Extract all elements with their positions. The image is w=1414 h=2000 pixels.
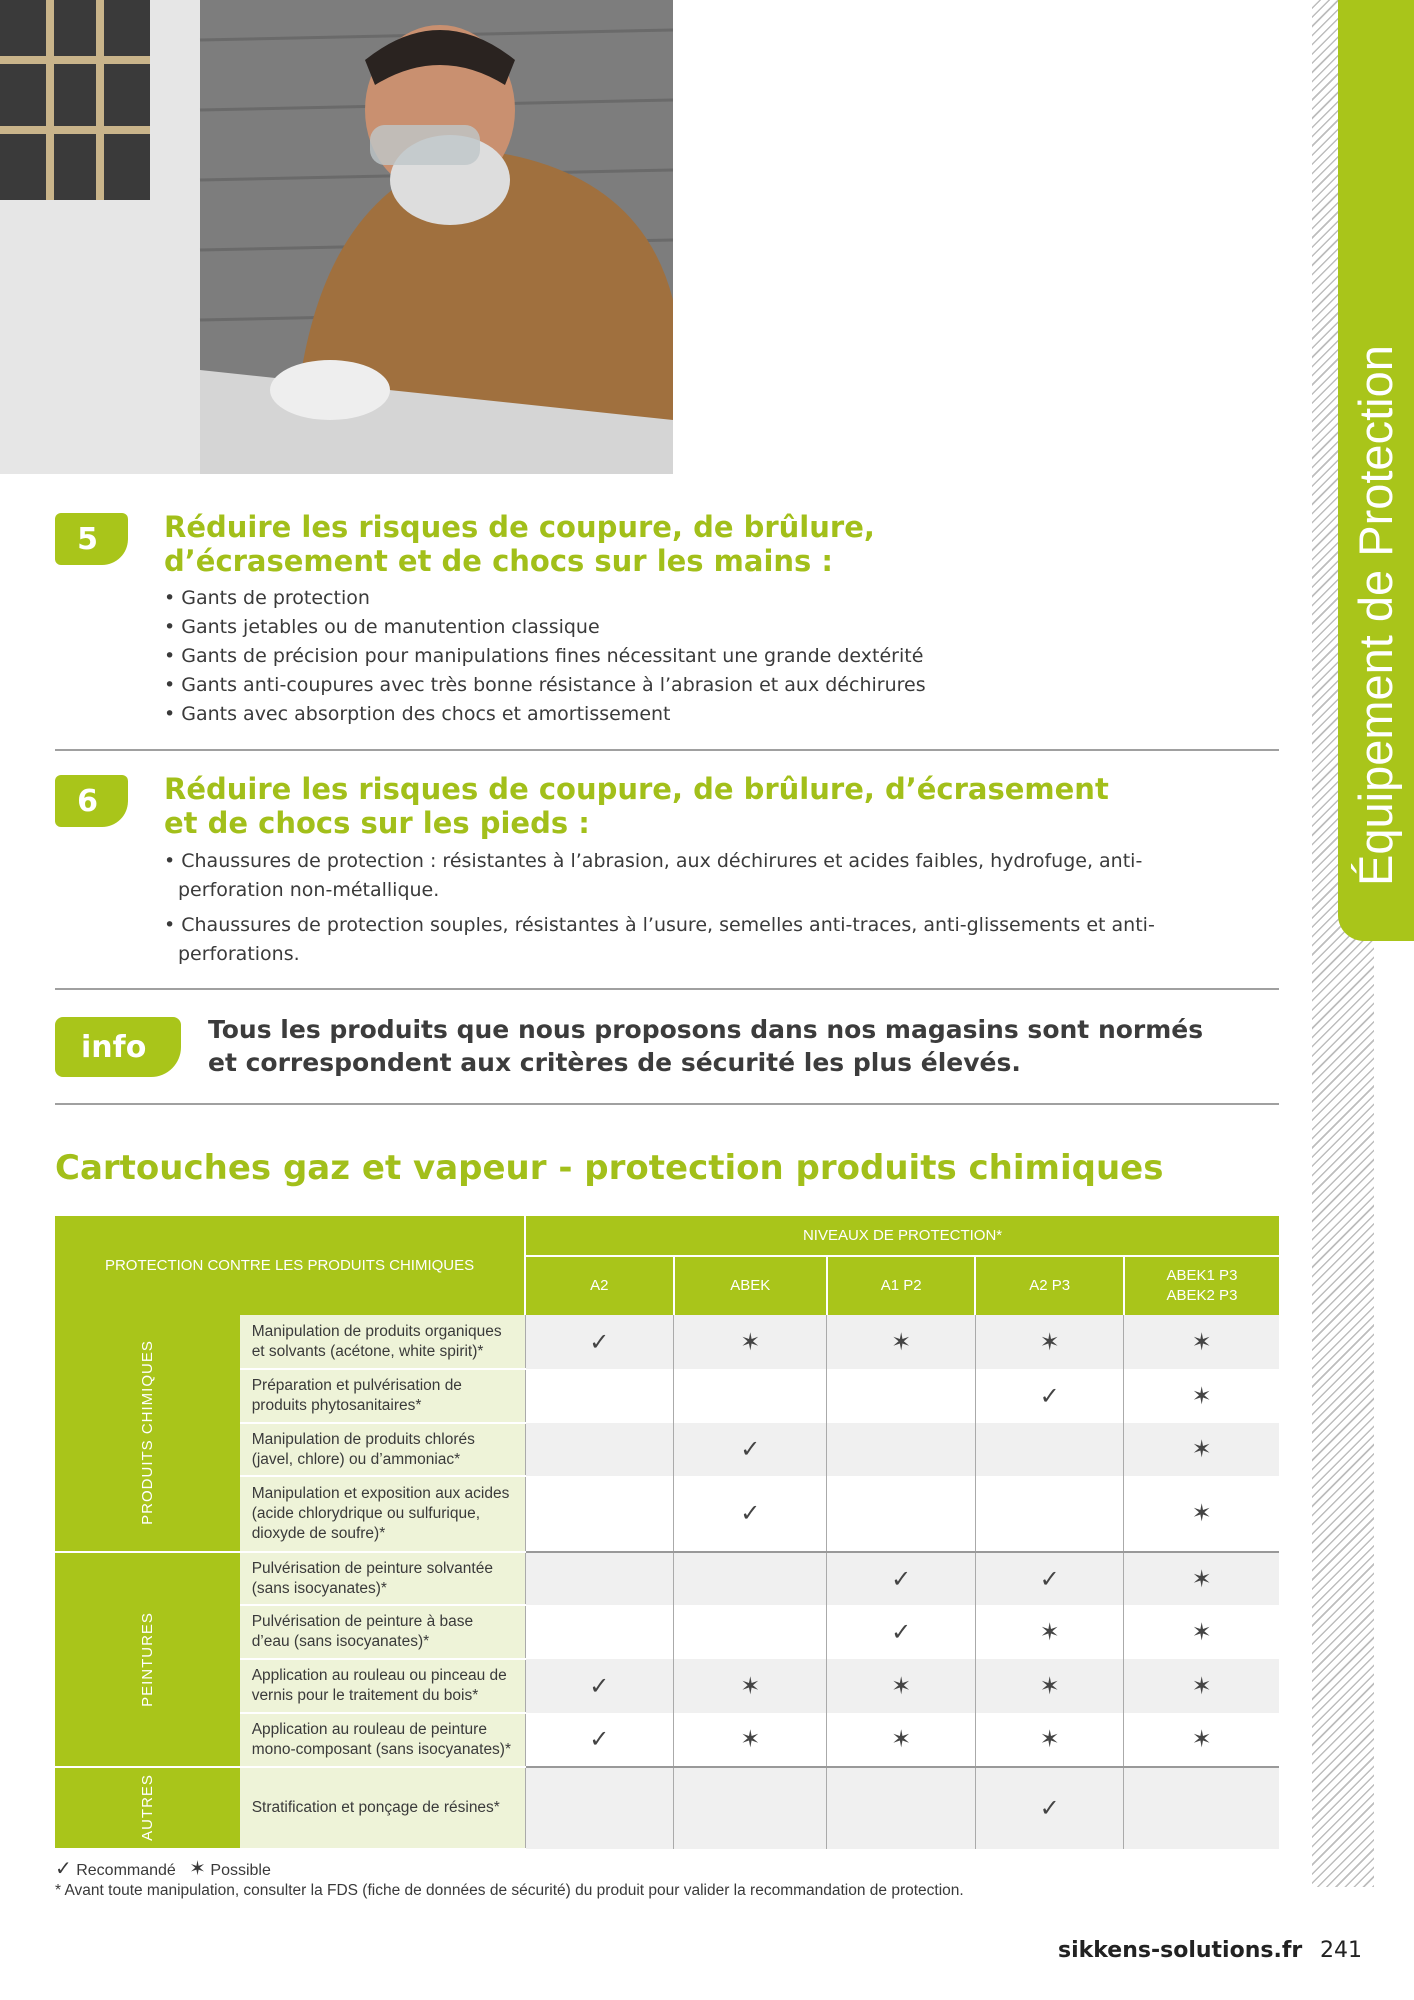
group-label xyxy=(55,1552,240,1767)
list-item: • Gants jetables ou de manutention classique xyxy=(164,613,1264,642)
asterisk-icon: ✶ xyxy=(1124,1659,1279,1713)
section-5-list xyxy=(164,584,1264,729)
empty-cell xyxy=(1124,1767,1279,1849)
row-label: Application au rouleau de peinture mono-composant (sans isocyanates)* xyxy=(240,1713,525,1767)
info-badge: info xyxy=(55,1017,181,1077)
website: sikkens-solutions.fr xyxy=(1058,1938,1303,1963)
asterisk-icon: ✶ xyxy=(1124,1713,1279,1767)
empty-cell xyxy=(525,1552,674,1605)
info-text: Tous les produits que nous proposons dans nos magasins sont normés et correspondent aux critères de sécurité les plus élevés. xyxy=(208,1015,1204,1077)
empty-cell xyxy=(525,1476,674,1552)
check-icon: ✓ xyxy=(975,1767,1124,1849)
asterisk-icon: ✶ xyxy=(827,1713,976,1767)
check-icon: ✓ xyxy=(525,1315,674,1369)
check-icon: ✓ xyxy=(827,1552,976,1605)
column-header: ABEK1 P3 ABEK2 P3 xyxy=(1124,1256,1279,1315)
legend-possible: Possible xyxy=(210,1862,271,1879)
asterisk-icon: ✶ xyxy=(1124,1369,1279,1423)
empty-cell xyxy=(827,1767,976,1849)
check-icon: ✓ xyxy=(674,1423,827,1476)
divider xyxy=(55,1103,1279,1105)
table-row xyxy=(55,1552,1279,1605)
worker-photo xyxy=(0,0,673,474)
empty-cell xyxy=(827,1423,976,1476)
list-item: • Gants avec absorption des chocs et amortissement xyxy=(164,700,1264,729)
empty-cell xyxy=(975,1423,1124,1476)
asterisk-icon: ✶ xyxy=(1124,1476,1279,1552)
divider xyxy=(55,988,1279,990)
empty-cell xyxy=(525,1423,674,1476)
section-6-title: Réduire les risques de coupure, de brûlure, d’écrasement et de chocs sur les pieds : xyxy=(164,772,1109,840)
asterisk-icon: ✶ xyxy=(189,1858,206,1880)
empty-cell xyxy=(525,1369,674,1423)
empty-cell xyxy=(674,1605,827,1659)
legend xyxy=(55,1856,271,1881)
check-icon: ✓ xyxy=(975,1369,1124,1423)
section-6-badge: 6 xyxy=(55,775,128,827)
check-icon: ✓ xyxy=(674,1476,827,1552)
row-label: Pulvérisation de peinture à base d’eau (sans isocyanates)* xyxy=(240,1605,525,1659)
asterisk-icon: ✶ xyxy=(674,1315,827,1369)
check-icon: ✓ xyxy=(55,1858,72,1880)
asterisk-icon: ✶ xyxy=(975,1659,1124,1713)
protection-table xyxy=(55,1216,1279,1850)
group-label xyxy=(55,1767,240,1849)
empty-cell xyxy=(674,1767,827,1849)
section-5-badge: 5 xyxy=(55,513,128,565)
empty-cell xyxy=(674,1369,827,1423)
list-item: • Chaussures de protection souples, résistantes à l’usure, semelles anti-traces, anti-glissements et anti-perforations. xyxy=(164,911,1204,969)
check-icon: ✓ xyxy=(525,1713,674,1767)
legend-recommended: Recommandé xyxy=(76,1862,176,1879)
group-label xyxy=(55,1315,240,1552)
row-label: Manipulation de produits organiques et solvants (acétone, white spirit)* xyxy=(240,1315,525,1369)
list-item: • Gants de précision pour manipulations fines nécessitant une grande dextérité xyxy=(164,642,1264,671)
empty-cell xyxy=(674,1552,827,1605)
asterisk-icon: ✶ xyxy=(827,1315,976,1369)
asterisk-icon: ✶ xyxy=(975,1315,1124,1369)
list-item: • Gants de protection xyxy=(164,584,1264,613)
group-label-text: PRODUITS CHIMIQUES xyxy=(138,1340,156,1525)
asterisk-icon: ✶ xyxy=(827,1659,976,1713)
row-label: Stratification et ponçage de résines* xyxy=(240,1767,525,1849)
section-5-title: Réduire les risques de coupure, de brûlure, d’écrasement et de chocs sur les mains : xyxy=(164,510,875,578)
group-label-text: PEINTURES xyxy=(138,1611,156,1707)
header-levels: NIVEAUX DE PROTECTION* xyxy=(525,1216,1279,1256)
column-header: A2 xyxy=(525,1256,674,1315)
empty-cell xyxy=(525,1767,674,1849)
footnote: * Avant toute manipulation, consulter la FDS (fiche de données de sécurité) du produit pour valider la recommandation de protection. xyxy=(55,1882,964,1899)
header-protection: PROTECTION CONTRE LES PRODUITS CHIMIQUES xyxy=(55,1216,525,1315)
section-6-list xyxy=(164,847,1204,969)
chapter-title: Équipement de Protection xyxy=(1349,345,1402,886)
table-row xyxy=(55,1767,1279,1849)
check-icon: ✓ xyxy=(525,1659,674,1713)
asterisk-icon: ✶ xyxy=(1124,1315,1279,1369)
column-header: A1 P2 xyxy=(827,1256,976,1315)
asterisk-icon: ✶ xyxy=(1124,1552,1279,1605)
asterisk-icon: ✶ xyxy=(975,1605,1124,1659)
row-label: Manipulation de produits chlorés (javel, chlore) ou d’ammoniac* xyxy=(240,1423,525,1476)
asterisk-icon: ✶ xyxy=(674,1713,827,1767)
asterisk-icon: ✶ xyxy=(1124,1423,1279,1476)
empty-cell xyxy=(525,1605,674,1659)
empty-cell xyxy=(975,1476,1124,1552)
row-label: Application au rouleau ou pinceau de vernis pour le traitement du bois* xyxy=(240,1659,525,1713)
asterisk-icon: ✶ xyxy=(1124,1605,1279,1659)
group-label-text: AUTRES xyxy=(138,1774,156,1841)
column-header: ABEK xyxy=(674,1256,827,1315)
list-item: • Gants anti-coupures avec très bonne résistance à l’abrasion et aux déchirures xyxy=(164,671,1264,700)
table-row xyxy=(55,1315,1279,1369)
check-icon: ✓ xyxy=(827,1605,976,1659)
list-item: • Chaussures de protection : résistantes à l’abrasion, aux déchirures et acides faibles, hydrofuge, anti-perforation non-métallique. xyxy=(164,847,1204,905)
divider xyxy=(55,749,1279,751)
asterisk-icon: ✶ xyxy=(975,1713,1124,1767)
row-label: Manipulation et exposition aux acides (acide chlorydrique ou sulfurique, dioxyde de soufre)* xyxy=(240,1476,525,1552)
check-icon: ✓ xyxy=(975,1552,1124,1605)
row-label: Pulvérisation de peinture solvantée (sans isocyanates)* xyxy=(240,1552,525,1605)
empty-cell xyxy=(827,1476,976,1552)
column-header: A2 P3 xyxy=(975,1256,1124,1315)
page-number: 241 xyxy=(1320,1938,1362,1963)
empty-cell xyxy=(827,1369,976,1423)
row-label: Préparation et pulvérisation de produits phytosanitaires* xyxy=(240,1369,525,1423)
asterisk-icon: ✶ xyxy=(674,1659,827,1713)
table-title: Cartouches gaz et vapeur - protection produits chimiques xyxy=(55,1148,1164,1188)
